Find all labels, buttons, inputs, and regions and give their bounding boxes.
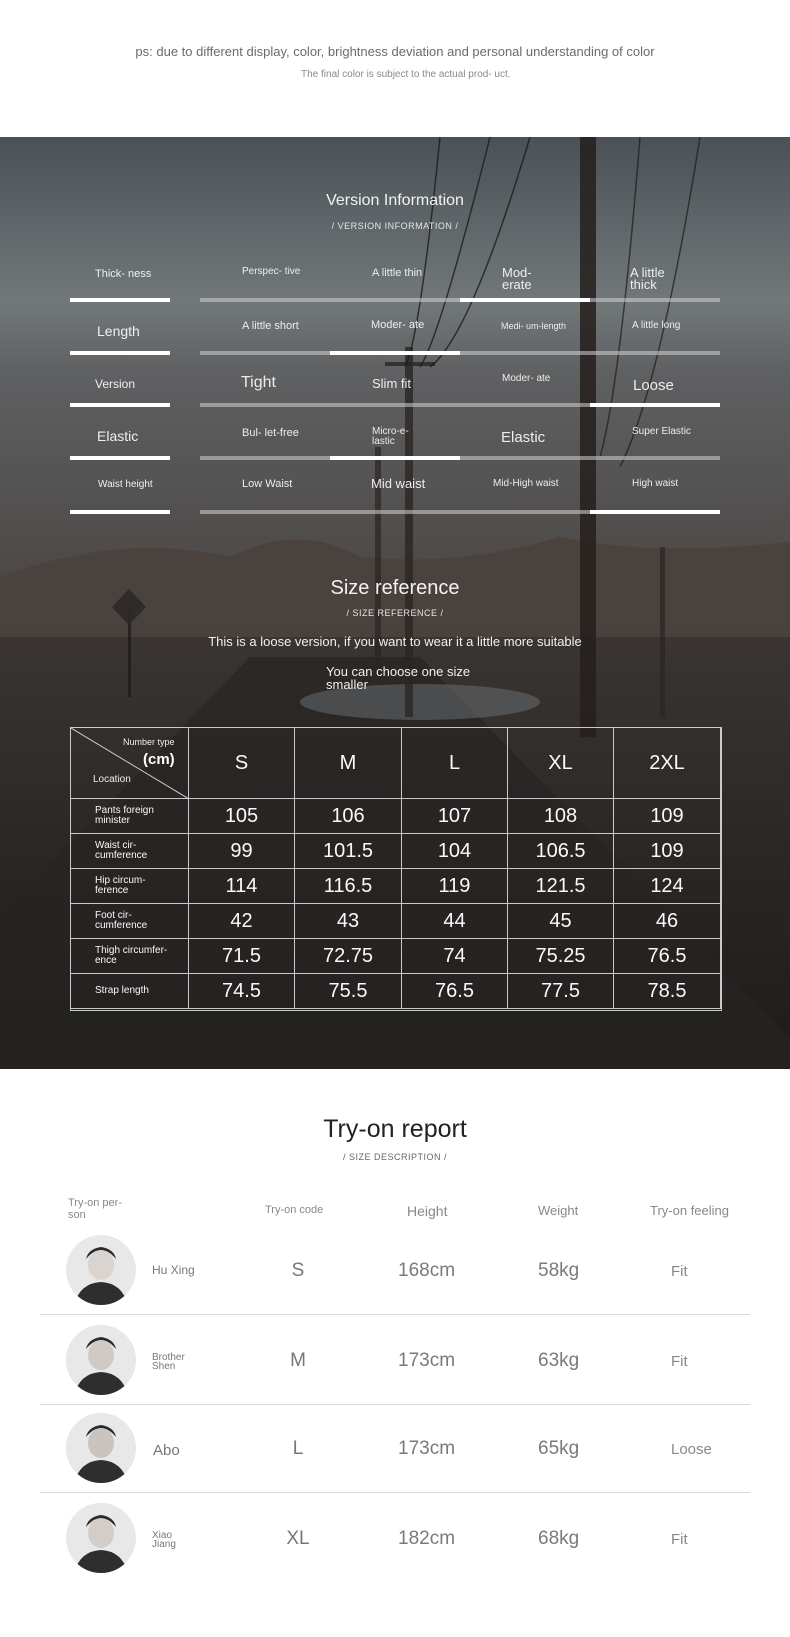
header-tryon-person: Try-on per- son [68,1197,122,1221]
size-row-label-text: Strap length [95,985,149,996]
size-value-cell: 45 [508,904,614,939]
avatar [66,1325,136,1395]
size-row-label [71,939,189,974]
size-reference-subtitle: / SIZE REFERENCE / [346,608,444,618]
size-header-cell: S [189,728,295,799]
version-info-subtitle: / VERSION INFORMATION / [331,221,459,231]
size-header-cell: 2XL [614,728,721,799]
size-value-cell: 76.5 [614,939,721,974]
size-value-cell: 77.5 [508,974,614,1009]
tryon-feeling: Fit [671,1263,688,1280]
size-value-cell: 74 [402,939,508,974]
person-name: Xiao Jiang [152,1530,176,1550]
tryon-feeling: Fit [671,1531,688,1548]
tryon-code: L [292,1438,304,1459]
tryon-feeling: Loose [671,1441,712,1458]
waist-height-selected-bar [590,510,720,514]
size-value-cell: 101.5 [295,834,402,869]
size-row-label-text: Foot cir- cumference [95,910,148,931]
thickness-selected-bar [460,298,590,302]
length-option: A little short [242,320,299,332]
tryon-height: 173cm [398,1350,456,1371]
size-value-cell: 105 [189,799,295,834]
size-value-cell: 106.5 [508,834,614,869]
row-divider [40,1314,750,1315]
size-value-cell: 46 [614,904,721,939]
size-note-smaller: You can choose one size smaller [326,664,471,692]
version-option: Moder- ate [502,373,551,384]
size-row-label [71,904,189,939]
size-row-label [71,974,189,1009]
size-value-cell: 75.25 [508,939,614,974]
version-selected-bar [590,403,720,407]
size-value-cell: 116.5 [295,869,402,904]
size-value-cell: 75.5 [295,974,402,1009]
avatar [66,1413,136,1483]
tryon-weight: 65kg [538,1438,580,1459]
row-label-bar [70,456,170,460]
tryon-weight: 68kg [538,1528,580,1549]
tryon-subtitle: / SIZE DESCRIPTION / [342,1152,447,1162]
size-value-cell: 104 [402,834,508,869]
row-label-bar [70,351,170,355]
length-option: Medi- um-length [501,321,567,331]
size-row-label-text: Thigh circumfer- ence [95,945,168,966]
size-value-cell: 107 [402,799,508,834]
tryon-height: 173cm [398,1438,456,1459]
color-disclaimer: ps: due to different display, color, brightness deviation and personal understanding of color [135,44,655,59]
size-value-cell: 124 [614,869,721,904]
row-label-bar [70,403,170,407]
row-label-version: Version [95,377,136,391]
elastic-option-selected: Micro-e- lastic [372,426,409,447]
size-value-cell: 108 [508,799,614,834]
size-row-label-text: Waist cir- cumference [95,840,148,861]
size-header-cell: L [402,728,508,799]
person-name: Abo [153,1442,180,1459]
size-value-cell: 43 [295,904,402,939]
row-label-length: Length [97,323,140,339]
size-value-cell: 44 [402,904,508,939]
version-option: Tight [241,374,276,391]
length-option: A little long [632,320,681,331]
corner-number-type: Number type [123,737,175,747]
header-weight: Weight [538,1203,579,1218]
avatar-photo [66,1503,136,1573]
tryon-code: XL [286,1528,310,1549]
size-table-corner [71,728,189,799]
size-header-cell: M [295,728,402,799]
person-name: Hu Xing [152,1263,195,1277]
size-value-cell: 109 [614,834,721,869]
avatar [66,1235,136,1305]
avatar [66,1503,136,1573]
row-label-bar [70,298,170,302]
corner-unit: (cm) [143,751,175,768]
size-value-cell: 106 [295,799,402,834]
thickness-option: A little thick [630,265,665,292]
thickness-option-selected: Mod- erate [502,265,532,292]
size-value-cell: 99 [189,834,295,869]
tryon-code: M [290,1350,306,1371]
row-divider [40,1492,750,1493]
avatar-photo [66,1325,136,1395]
size-value-cell: 109 [614,799,721,834]
header-tryon-feeling: Try-on feeling [650,1203,729,1218]
waist-height-option: Mid waist [371,476,426,491]
elastic-option: Super Elastic [632,426,691,437]
size-table [70,727,722,1011]
size-row-label [71,834,189,869]
waist-height-option: Mid-High waist [493,478,559,489]
size-value-cell: 76.5 [402,974,508,1009]
person-name: Brother Shen [152,1352,185,1372]
row-label-thickness: Thick- ness [95,268,152,280]
size-note: This is a loose version, if you want to wear it a little more suitable [208,634,582,649]
header-height: Height [407,1203,448,1219]
size-header-cell: XL [508,728,614,799]
tryon-weight: 63kg [538,1350,580,1371]
size-value-cell: 72.75 [295,939,402,974]
thickness-option: Perspec- tive [242,266,301,277]
color-disclaimer-sub: The final color is subject to the actual prod- uct. [301,69,511,80]
size-value-cell: 78.5 [614,974,721,1009]
tryon-feeling: Fit [671,1353,688,1370]
elastic-option: Bul- let-free [242,427,299,439]
length-track [200,351,720,355]
avatar-photo [66,1235,136,1305]
version-option: Slim fit [372,376,411,391]
size-row-label-text: Hip circum- ference [95,875,146,896]
size-value-cell: 42 [189,904,295,939]
tryon-height: 168cm [398,1260,456,1281]
row-label-waist-height: Waist height [98,479,153,490]
tryon-title: Try-on report [323,1115,467,1143]
size-value-cell: 119 [402,869,508,904]
corner-location: Location [93,774,131,785]
version-option-selected: Loose [633,377,674,394]
tryon-code: S [291,1260,305,1281]
row-label-bar [70,510,170,514]
row-label-elastic: Elastic [97,428,139,444]
size-reference-title: Size reference [330,577,460,599]
tryon-weight: 58kg [538,1260,580,1281]
length-selected-bar [330,351,460,355]
elastic-selected-bar [330,456,460,460]
size-value-cell: 74.5 [189,974,295,1009]
size-row-label-text: Pants foreign minister [95,805,154,826]
header-tryon-code: Try-on code [265,1204,324,1216]
elastic-option: Elastic [501,429,546,446]
size-value-cell: 121.5 [508,869,614,904]
size-value-cell: 71.5 [189,939,295,974]
size-row-label [71,869,189,904]
length-option-selected: Moder- ate [371,319,425,331]
waist-height-option-selected: High waist [632,478,679,489]
elastic-track [200,456,720,460]
avatar-photo [66,1413,136,1483]
waist-height-option: Low Waist [242,478,293,490]
tryon-height: 182cm [398,1528,456,1549]
size-value-cell: 114 [189,869,295,904]
thickness-option: A little thin [372,267,423,279]
version-info-title: Version Information [326,192,464,209]
row-divider [40,1404,750,1405]
size-row-label [71,799,189,834]
